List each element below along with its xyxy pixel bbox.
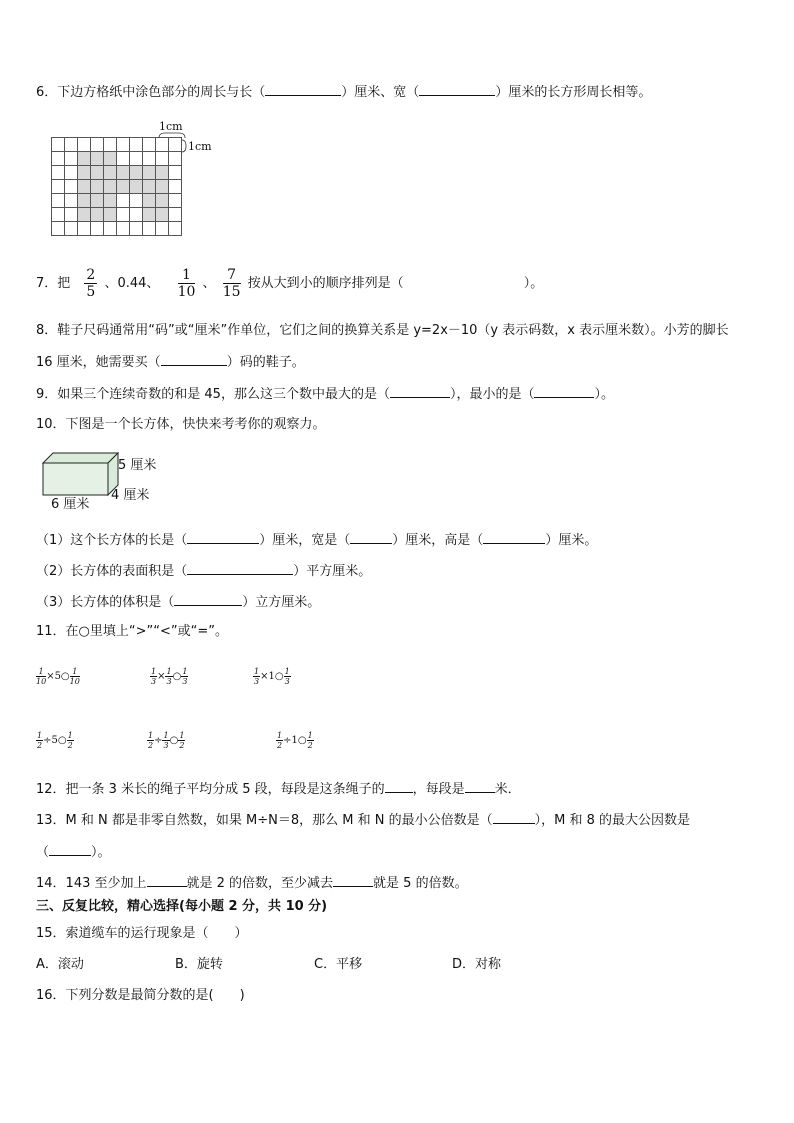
grid-cell bbox=[78, 222, 91, 236]
q11-expr-2[interactable]: $\frac{1}{3}$ × $\frac{1}{3}$ ○ $\frac{1}{3}$ bbox=[151, 667, 188, 686]
grid-cell bbox=[91, 138, 104, 152]
grid-cell bbox=[169, 194, 182, 208]
grid-cell bbox=[169, 208, 182, 222]
q11-expr-4[interactable]: $\frac{1}{2}$ ÷5○ $\frac{1}{2}$ bbox=[37, 731, 73, 750]
grid-cell bbox=[117, 194, 130, 208]
grid-cell bbox=[78, 208, 91, 222]
grid-cell bbox=[156, 138, 169, 152]
grid-cell bbox=[91, 152, 104, 166]
q12-blank-length[interactable] bbox=[465, 779, 495, 793]
q6-text bbox=[36, 82, 651, 102]
grid-cell bbox=[130, 222, 143, 236]
q7-sep1: 、0.44、 bbox=[104, 276, 160, 291]
q10-blank-length[interactable] bbox=[187, 530, 259, 544]
q7-fraction-1: $\frac{2}{5}$ bbox=[86, 267, 96, 300]
grid-cell bbox=[104, 222, 117, 236]
q10-part3: （3）长方体的体积是（ ）立方厘米。 bbox=[36, 592, 320, 612]
q7-part2: ）。 bbox=[523, 276, 544, 291]
cuboid-drawing bbox=[42, 452, 122, 496]
q15-option-c[interactable]: C．平移 bbox=[314, 957, 363, 972]
cuboid-height-label: 5 厘米 bbox=[118, 458, 157, 473]
grid-cell bbox=[78, 194, 91, 208]
q8-line1: 8．鞋子尺码通常用“码”或“厘米”作单位，它们之间的换算关系是 y=2x－10（y 表示码数，x 表示厘米数）。小芳的脚长 bbox=[36, 323, 729, 338]
grid-cell bbox=[169, 166, 182, 180]
grid-cell bbox=[117, 208, 130, 222]
q10-part2: （2）长方体的表面积是（ ）平方厘米。 bbox=[36, 561, 371, 581]
grid-cell bbox=[156, 222, 169, 236]
q15-option-b[interactable]: B．旋转 bbox=[175, 957, 223, 972]
grid-cell bbox=[52, 166, 65, 180]
grid-cell bbox=[130, 208, 143, 222]
q15-option-a[interactable]: A．滚动 bbox=[36, 957, 84, 972]
q10-blank-height[interactable] bbox=[483, 530, 545, 544]
grid-cell bbox=[117, 180, 130, 194]
grid-cell bbox=[78, 152, 91, 166]
q16-stem: 16．下列分数是最简分数的是( ) bbox=[36, 988, 245, 1003]
grid-cell bbox=[65, 166, 78, 180]
q7-part1: 按从大到小的顺序排列是（ bbox=[247, 276, 404, 291]
section-3-title: 三、反复比较，精心选择(每小题 2 分，共 10 分) bbox=[36, 899, 328, 914]
grid-cell bbox=[156, 194, 169, 208]
grid-cell bbox=[52, 222, 65, 236]
q7-fraction-3: $\frac{7}{15}$ bbox=[222, 267, 241, 300]
grid-cell bbox=[78, 180, 91, 194]
grid-cell bbox=[91, 180, 104, 194]
unit-label-top: 1cm bbox=[159, 120, 183, 133]
grid-cell bbox=[169, 180, 182, 194]
grid-cell bbox=[78, 138, 91, 152]
grid-cell bbox=[117, 222, 130, 236]
grid-cell bbox=[130, 138, 143, 152]
q11-title: 11．在○里填上“>”“<”或“=”。 bbox=[36, 624, 228, 639]
grid-cell bbox=[65, 180, 78, 194]
grid-cell bbox=[130, 180, 143, 194]
q7-number: 7．把 bbox=[36, 276, 71, 291]
q11-expr-5[interactable]: $\frac{1}{2}$ ÷ $\frac{1}{3}$ ○ $\frac{1}{2}$ bbox=[148, 731, 185, 750]
q15-stem: 15．索道缆车的运行现象是（ ） bbox=[36, 926, 248, 941]
grid-cell bbox=[65, 152, 78, 166]
q14-blank-subtract[interactable] bbox=[333, 873, 373, 887]
grid-cell bbox=[117, 166, 130, 180]
q7-text bbox=[36, 264, 543, 304]
cuboid-width-label: 4 厘米 bbox=[111, 488, 150, 503]
grid-cell bbox=[143, 166, 156, 180]
grid-cell bbox=[52, 194, 65, 208]
q13-blank-gcd[interactable] bbox=[49, 842, 91, 856]
grid-cell bbox=[156, 208, 169, 222]
grid-cell bbox=[52, 152, 65, 166]
grid-cell bbox=[169, 222, 182, 236]
q15-option-d[interactable]: D．对称 bbox=[452, 957, 502, 972]
unit-label-side: 1cm bbox=[188, 140, 212, 153]
grid-cell bbox=[169, 152, 182, 166]
q12-text: 12．把一条 3 米长的绳子平均分成 5 段，每段是这条绳子的 ，每段是 米． bbox=[36, 779, 521, 799]
q10-title: 10．下图是一个长方体，快快来考考你的观察力。 bbox=[36, 417, 326, 432]
grid-cell bbox=[91, 222, 104, 236]
grid-cell bbox=[104, 208, 117, 222]
unit-brace-top bbox=[157, 131, 187, 139]
q11-expr-6[interactable]: $\frac{1}{2}$ ÷1○ $\frac{1}{2}$ bbox=[277, 731, 313, 750]
grid-cell bbox=[143, 222, 156, 236]
q8-line2: 16 厘米，她需要买（ ）码的鞋子。 bbox=[36, 352, 305, 372]
q6-part2: ）厘米、宽（ bbox=[341, 85, 420, 100]
q13-blank-lcm[interactable] bbox=[493, 810, 535, 824]
grid-cell bbox=[117, 138, 130, 152]
grid-cell bbox=[156, 166, 169, 180]
q10-blank-area[interactable] bbox=[187, 561, 293, 575]
grid-cell bbox=[52, 138, 65, 152]
grid-cell bbox=[65, 208, 78, 222]
grid-cell bbox=[104, 194, 117, 208]
q11-expr-3[interactable]: $\frac{1}{3}$ ×1○ $\frac{1}{3}$ bbox=[254, 667, 290, 686]
grid-cell bbox=[65, 222, 78, 236]
grid-cell bbox=[143, 208, 156, 222]
grid-cell bbox=[104, 152, 117, 166]
grid-cell bbox=[104, 138, 117, 152]
q9-blank-max[interactable] bbox=[390, 384, 450, 398]
grid-cell bbox=[143, 138, 156, 152]
grid-cell bbox=[104, 166, 117, 180]
cuboid-figure bbox=[42, 452, 157, 512]
q10-blank-width[interactable] bbox=[350, 530, 392, 544]
q6-number: 6． bbox=[36, 85, 58, 100]
grid-cell bbox=[52, 180, 65, 194]
grid-cell bbox=[104, 180, 117, 194]
q11-expr-1[interactable]: $\frac{1}{10}$ ×5○ $\frac{1}{10}$ bbox=[36, 667, 80, 686]
q9-blank-min[interactable] bbox=[534, 384, 594, 398]
q14-blank-add[interactable] bbox=[147, 873, 187, 887]
grid-cell bbox=[130, 166, 143, 180]
q6-part3: ）厘米的长方形周长相等。 bbox=[495, 85, 652, 100]
grid-cell bbox=[52, 208, 65, 222]
q6-blank-width[interactable] bbox=[419, 82, 495, 96]
grid-cell bbox=[117, 152, 130, 166]
grid-cell bbox=[78, 166, 91, 180]
q9-text: 9．如果三个连续奇数的和是 45，那么这三个数中最大的是（ ），最小的是（ ）。 bbox=[36, 384, 614, 404]
grid-cell bbox=[91, 208, 104, 222]
grid-cell bbox=[65, 194, 78, 208]
q7-sep2: 、 bbox=[202, 276, 216, 291]
q10-part1: （1）这个长方体的长是（ ）厘米，宽是（ ）厘米，高是（ ）厘米。 bbox=[36, 530, 597, 550]
grid-cell bbox=[65, 138, 78, 152]
grid-cell bbox=[130, 194, 143, 208]
q6-blank-length[interactable] bbox=[265, 82, 341, 96]
q7-fraction-2: $\frac{1}{10}$ bbox=[177, 267, 196, 300]
grid-cell bbox=[91, 194, 104, 208]
q10-blank-volume[interactable] bbox=[174, 592, 242, 606]
grid-cell bbox=[130, 152, 143, 166]
grid-paper bbox=[51, 137, 182, 236]
q12-blank-fraction[interactable] bbox=[385, 779, 413, 793]
q6-part1: 下边方格纸中涂色部分的周长与长（ bbox=[57, 85, 266, 100]
grid-cell bbox=[143, 180, 156, 194]
grid-cell bbox=[143, 194, 156, 208]
grid-cell bbox=[156, 180, 169, 194]
grid-cell bbox=[143, 152, 156, 166]
grid-cell bbox=[91, 166, 104, 180]
cuboid-length-label: 6 厘米 bbox=[51, 497, 90, 512]
grid-cell bbox=[156, 152, 169, 166]
q13-line2: （ ）。 bbox=[36, 842, 111, 862]
q14-text: 14．143 至少加上 就是 2 的倍数，至少减去 就是 5 的倍数。 bbox=[36, 873, 468, 893]
q13-line1: 13．M 和 N 都是非零自然数，如果 M÷N＝8，那么 M 和 N 的最小公倍数是（ ），M 和 8 的最大公因数是 bbox=[36, 810, 690, 830]
q8-blank[interactable] bbox=[161, 352, 227, 366]
